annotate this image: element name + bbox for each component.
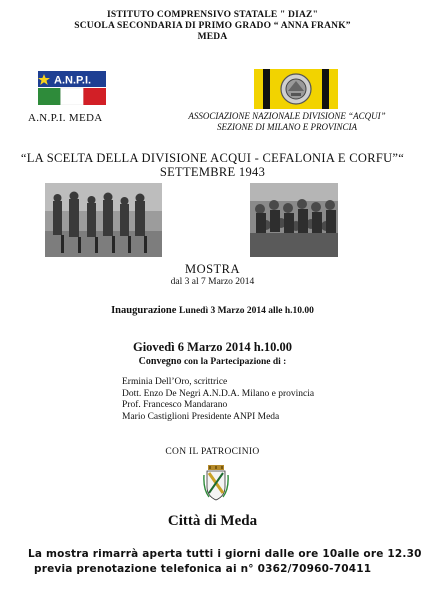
anpi-label: A.N.P.I. MEDA bbox=[28, 112, 103, 124]
speaker-item: Prof. Francesco Mandarano bbox=[122, 400, 228, 410]
conference-intro bbox=[0, 356, 425, 367]
speaker-item: Erminia Dell’Oro, scrittrice bbox=[122, 377, 228, 387]
speaker-item: Dott. Enzo De Negri A.N.D.A. Milano e provincia bbox=[122, 388, 315, 399]
anda-association bbox=[182, 111, 392, 133]
school-city: MEDA bbox=[197, 32, 228, 42]
school-name: ISTITUTO COMPRENSIVO STATALE " DIAZ" bbox=[106, 10, 319, 20]
event-title: “LA SCELTA DELLA DIVISIONE ACQUI - CEFALONIA E CORFU”“ bbox=[20, 151, 405, 165]
meda-crest-icon bbox=[203, 465, 229, 501]
event-subtitle: SETTEMBRE 1943 bbox=[159, 165, 266, 179]
anpi-logo-text: A.N.P.I. bbox=[54, 74, 92, 87]
anda-line1: ASSOCIAZIONE NAZIONALE DIVISIONE “ACQUI” bbox=[188, 111, 386, 121]
booking-info: previa prenotazione telefonica ai n° 0362/70960-70411 bbox=[34, 563, 372, 575]
conference-text: con la Partecipazione di : bbox=[183, 357, 287, 367]
anpi-logo bbox=[38, 71, 106, 105]
historical-photo-prisoners bbox=[45, 183, 162, 257]
speaker-item: Mario Castiglioni Presidente ANPI Meda bbox=[122, 411, 280, 422]
city-name: Città di Meda bbox=[167, 513, 258, 529]
patronage-label: CON IL PATROCINIO bbox=[165, 447, 260, 457]
conference-date: Giovedì 6 Marzo 2014 h.10.00 bbox=[132, 340, 292, 354]
inauguration-label: Inaugurazione bbox=[111, 305, 177, 316]
historical-photo-soldiers bbox=[250, 183, 338, 257]
speaker-list bbox=[122, 377, 314, 423]
inauguration bbox=[0, 305, 425, 316]
exhibition-dates: dal 3 al 7 Marzo 2014 bbox=[170, 277, 255, 287]
conference-label: Convegno bbox=[138, 356, 182, 367]
inauguration-date: Lunedì 3 Marzo 2014 alle h.10.00 bbox=[179, 306, 314, 316]
exhibition-heading: MOSTRA bbox=[184, 262, 241, 276]
opening-hours: La mostra rimarrà aperta tutti i giorni dalle ore 10alle ore 12.30 bbox=[28, 548, 422, 560]
anda-logo bbox=[254, 69, 338, 109]
school-subtitle: SCUOLA SECONDARIA DI PRIMO GRADO “ ANNA FRANK” bbox=[74, 21, 351, 31]
anda-line2: SEZIONE DI MILANO E PROVINCIA bbox=[217, 122, 357, 132]
